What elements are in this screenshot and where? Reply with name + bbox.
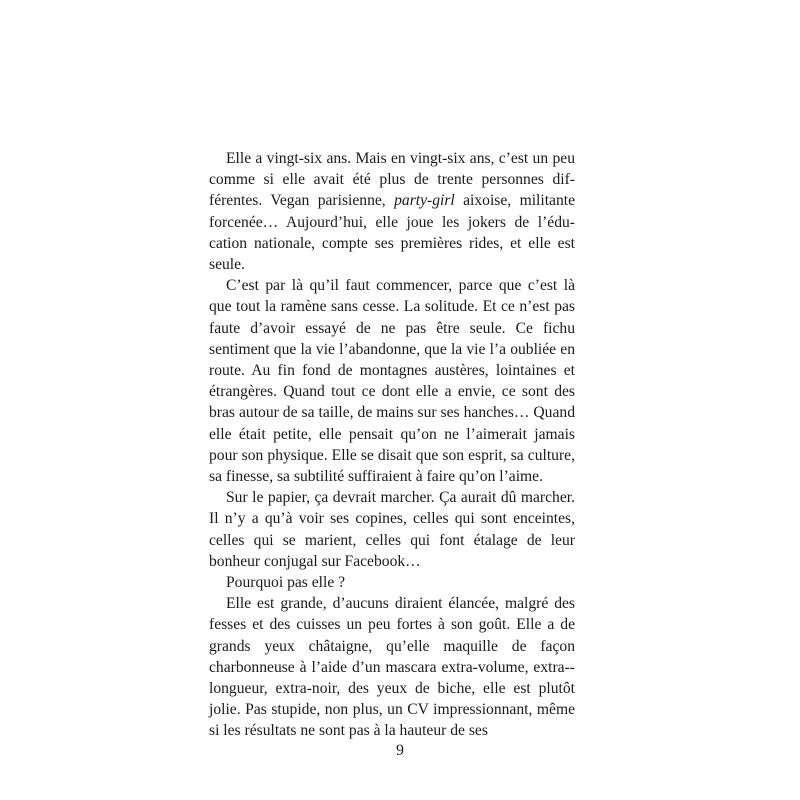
paragraph-5 (209, 593, 575, 741)
paragraph-4-text: Pourquoi pas elle ? (226, 574, 346, 592)
paragraph-2 (209, 275, 575, 487)
paragraph-1 (209, 148, 575, 275)
paragraph-3-text: Sur le papier, ça devrait marcher. Ça aurait dû marcher. Il n’y a qu’à voir ses copines, celles qui sont enceintes, celles qui se marient, celles qui font étalage de leur bonheur conjugal sur Facebook… (209, 489, 575, 570)
paragraph-5-text: Elle est grande, d’aucuns diraient élancée, malgré des fesses et des cuisses un peu fortes à son goût. Elle a de grands yeux châtaigne, qu’elle maquille de façon charbonneuse à l’aide d’un mascara extra-volume, extra-longueur, extra-noir, des yeux de biche, elle est plutôt jolie. Pas stupide, non plus, un CV impressionnant, même si les résultats ne sont pas à la hauteur de ses (209, 595, 575, 740)
paragraph-4 (209, 572, 575, 593)
paragraph-1-text-b: aixoise, militante forcenée… Aujourd’hui, elle joue les jokers de l’éducation nationale, compte ses premières rides, et elle est seule. (209, 192, 576, 274)
paragraph-1-text-a: Elle a vingt-six ans. Mais en vingt-six ans, c’est un peu comme si elle avait été plus de trente personnes différentes. Vegan parisienne, (209, 150, 575, 210)
paragraph-2-text: C’est par là qu’il faut commencer, parce que c’est là que tout la ramène sans cesse. La solitude. Et ce n’est pas faute d’avoir essayé de ne pas être seule. Ce fichu sentiment que la vie l’abandonne, que la vie l’a oubliée en route. Au fin fond de montagnes austères, lointaines et étrangères. Quand tout ce dont elle a envie, ce sont des bras autour de sa taille, de mains sur ses hanches… Quand elle était petite, elle pensait qu’on ne l’aimerait jamais pour son physique. Elle se disait que son esprit, sa culture, sa finesse, sa subtilité suffiraient à faire qu’on l’aime. (209, 277, 575, 486)
book-page-body (209, 148, 575, 742)
page-number: 9 (396, 742, 404, 759)
paragraph-1-italic-term: party-girl (394, 192, 455, 210)
paragraph-3 (209, 487, 575, 572)
